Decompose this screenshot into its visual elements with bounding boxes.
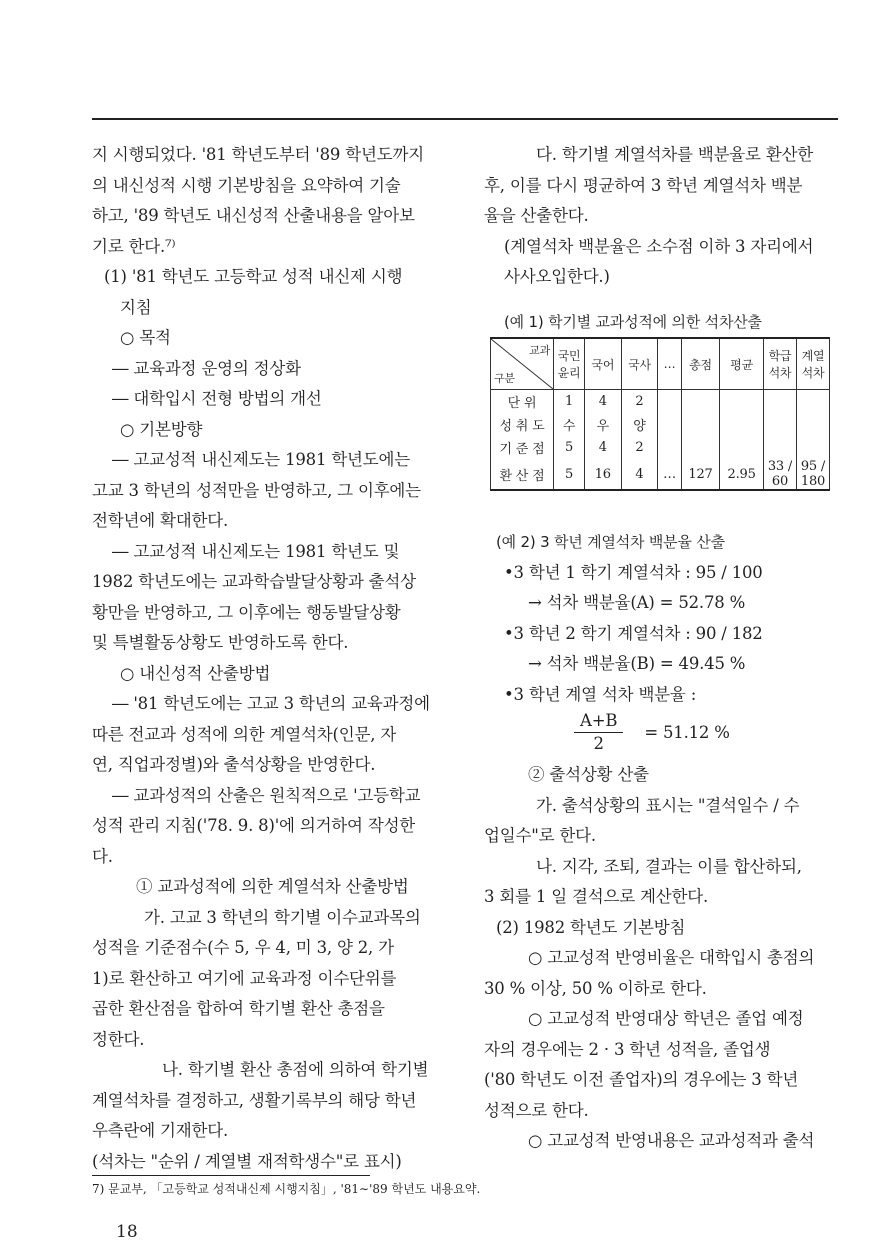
right-column: [484, 140, 836, 1157]
table-cell: [658, 390, 681, 414]
table-corner-cell: [491, 338, 554, 390]
text-line: 성적으로 한다.: [484, 1100, 589, 1120]
text-line: ― 고교성적 내신제도는 1981 학년도 및: [112, 541, 400, 561]
table-cell: [658, 413, 681, 436]
section-heading: (1) '81 학년도 고등학교 성적 내신제 시행: [104, 267, 403, 286]
text-line: 가. 고교 3 학년의 학기별 이수교과목의: [144, 907, 421, 927]
table-cell: [764, 413, 797, 436]
table-cell: 양: [621, 413, 658, 436]
subheading: ○ 내신성적 산출방법: [120, 663, 271, 683]
table-cell: [797, 436, 830, 459]
text-line: ― 고교성적 내신제도는 1981 학년도에는: [112, 450, 411, 469]
text-line: 의 내신성적 시행 기본방침을 요약하여 기술: [92, 175, 401, 195]
table-cell: 4: [621, 459, 658, 490]
text-line: 성적을 기준점수(수 5, 우 4, 미 3, 양 2, 가: [92, 938, 394, 957]
text-line: ― '81 학년도에는 고교 3 학년의 교육과정에: [112, 694, 430, 713]
table-header: 평균: [720, 338, 764, 390]
text-line: (계열석차 백분율은 소수점 이하 3 자리에서: [504, 236, 814, 256]
row-label: 성 취 도: [491, 413, 554, 436]
table-cell: [658, 436, 681, 459]
table-cell: 1: [554, 390, 585, 414]
text-line: 기로 한다.⁷⁾: [92, 236, 176, 256]
table-cell: [720, 436, 764, 459]
text-line: •3 학년 2 학기 계열석차 : 90 / 182: [504, 623, 763, 643]
table-cell: 95 / 180: [797, 459, 830, 490]
text-line: → 석차 백분율(A) = 52.78 %: [528, 593, 746, 612]
text-line: 나. 학기별 환산 총점에 의하여 학기별: [162, 1060, 429, 1079]
text-line: 후, 이를 다시 평균하여 3 학년 계열석차 백분: [484, 175, 803, 195]
formula: [484, 710, 836, 760]
text-line: 1982 학년도에는 교과학습발달상황과 출석상: [92, 572, 416, 591]
table-row: [491, 413, 830, 436]
text-line: ― 교육과정 운영의 정상화: [112, 358, 301, 378]
table-cell: 2: [621, 436, 658, 459]
text-line: ○ 고교성적 반영비율은 대학입시 총점의: [528, 948, 815, 967]
table-header: …: [658, 338, 681, 390]
corner-label-category: 구분: [494, 372, 515, 385]
text-line: 1)로 환산하고 여기에 교육과정 이수단위를: [92, 968, 397, 988]
table-cell: 4: [585, 436, 622, 459]
table-row: [491, 436, 830, 459]
fraction: [574, 710, 623, 755]
text-line: 30 % 이상, 50 % 이하로 한다.: [484, 978, 707, 998]
text-line: 황만을 반영하고, 그 이후에는 행동발달상황: [92, 602, 401, 622]
text-line: 곱한 환산점을 합하여 학기별 환산 총점을: [92, 999, 385, 1018]
text-line: 3 회를 1 일 결석으로 계산한다.: [484, 887, 708, 906]
subheading: ○ 목적: [120, 328, 171, 347]
text-line: 지침: [120, 297, 152, 317]
table-caption: (예 1) 학기별 교과성적에 의한 석차산출: [504, 312, 762, 331]
table-cell: 2.95: [720, 459, 764, 490]
table-cell: [764, 390, 797, 414]
table-cell: [720, 390, 764, 414]
table-row: [491, 459, 830, 490]
table-cell: 16: [585, 459, 622, 490]
table-header: 국민윤리: [554, 338, 585, 390]
row-label: 환 산 점: [491, 459, 554, 490]
page-number: 18: [116, 1222, 138, 1242]
header-rule: [92, 118, 838, 120]
text-line: 가. 출석상황의 표시는 "결석일수 / 수: [536, 795, 800, 815]
text-line: 성적 관리 지침('78. 9. 8)'에 의거하여 작성한: [92, 816, 416, 835]
table-cell: …: [658, 459, 681, 490]
table-header: 국어: [585, 338, 622, 390]
text-line: → 석차 백분율(B) = 49.45 %: [528, 654, 746, 673]
table-header: 총점: [681, 338, 720, 390]
text-line: 다.: [92, 846, 113, 866]
text-line: (석차는 "순위 / 계열별 재적학생수"로 표시): [92, 1151, 402, 1171]
text-line: 다. 학기별 계열석차를 백분율로 환산한: [536, 145, 814, 164]
footnote: 7) 문교부, 「고등학교 성적내신제 시행지침」, '81∼'89 학년도 내용요약.: [92, 1182, 481, 1196]
table-cell: [681, 390, 720, 414]
text-line: 하고, '89 학년도 내신성적 산출내용을 알아보: [92, 206, 415, 225]
text-line: 우측란에 기재한다.: [92, 1121, 229, 1140]
table-cell: 33 / 60: [764, 459, 797, 490]
table-cell: 127: [681, 459, 720, 490]
text-line: 따른 전교과 성적에 의한 계열석차(인문, 자: [92, 724, 397, 744]
text-line: 율을 산출한다.: [484, 206, 589, 225]
table-cell: 우: [585, 413, 622, 436]
text-line: 사사오입한다.): [504, 267, 610, 286]
table-cell: [797, 390, 830, 414]
text-line: ○ 고교성적 반영대상 학년은 졸업 예정: [528, 1009, 804, 1028]
corner-label-subject: 교과: [529, 344, 550, 357]
text-line: 정한다.: [92, 1029, 145, 1049]
table-cell: 수: [554, 413, 585, 436]
text-line: •3 학년 계열 석차 백분율 :: [504, 684, 697, 704]
formula-result: = 51.12 %: [644, 723, 730, 742]
table-row: [491, 390, 830, 414]
row-label: 기 준 점: [491, 436, 554, 459]
text-line: 및 특별활동상황도 반영하도록 한다.: [92, 633, 349, 652]
text-line: ○ 고교성적 반영내용은 교과성적과 출석: [528, 1131, 815, 1150]
text-line: 계열석차를 결정하고, 생활기록부의 해당 학년: [92, 1090, 417, 1110]
fraction-numerator: A+B: [574, 710, 623, 733]
fraction-denominator: 2: [593, 734, 604, 753]
table-cell: 5: [554, 459, 585, 490]
subheading: ① 교과성적에 의한 계열석차 산출방법: [136, 877, 409, 896]
row-label: 단 위: [491, 390, 554, 414]
text-line: •3 학년 1 학기 계열석차 : 95 / 100: [504, 562, 763, 582]
text-line: 나. 지각, 조퇴, 결과는 이를 합산하되,: [536, 856, 802, 876]
text-line: ― 교과성적의 산출은 원칙적으로 '고등학교: [112, 785, 421, 805]
text-line: 업일수"로 한다.: [484, 826, 596, 845]
subheading: ② 출석상황 산출: [528, 765, 649, 784]
text-line: 연, 직업과정별)와 출석상황을 반영한다.: [92, 755, 376, 774]
table-cell: [797, 413, 830, 436]
subheading: ○ 기본방향: [120, 419, 203, 439]
text-line: 지 시행되었다. '81 학년도부터 '89 학년도까지: [92, 145, 424, 164]
table-header: 학급석차: [764, 338, 797, 390]
table-cell: [720, 413, 764, 436]
section-heading: (2) 1982 학년도 기본방침: [496, 917, 686, 937]
table-cell: [764, 436, 797, 459]
table-header: 국사: [621, 338, 658, 390]
text-line: 전학년에 확대한다.: [92, 511, 229, 530]
table-cell: 4: [585, 390, 622, 414]
text-line: ― 대학입시 전형 방법의 개선: [112, 389, 322, 408]
example-caption: (예 2) 3 학년 계열석차 백분율 산출: [496, 533, 725, 551]
table-header: 계열석차: [797, 338, 830, 390]
table-cell: [681, 436, 720, 459]
table-cell: 2: [621, 390, 658, 414]
footnote-rule: [92, 1175, 370, 1176]
left-column: [92, 140, 444, 1177]
table-cell: 5: [554, 436, 585, 459]
score-table: [490, 337, 830, 491]
text-line: 고교 3 학년의 성적만을 반영하고, 그 이후에는: [92, 480, 421, 500]
text-line: ('80 학년도 이전 졸업자)의 경우에는 3 학년: [484, 1070, 799, 1089]
text-line: 자의 경우에는 2 · 3 학년 성적을, 졸업생: [484, 1039, 771, 1059]
table-cell: [681, 413, 720, 436]
